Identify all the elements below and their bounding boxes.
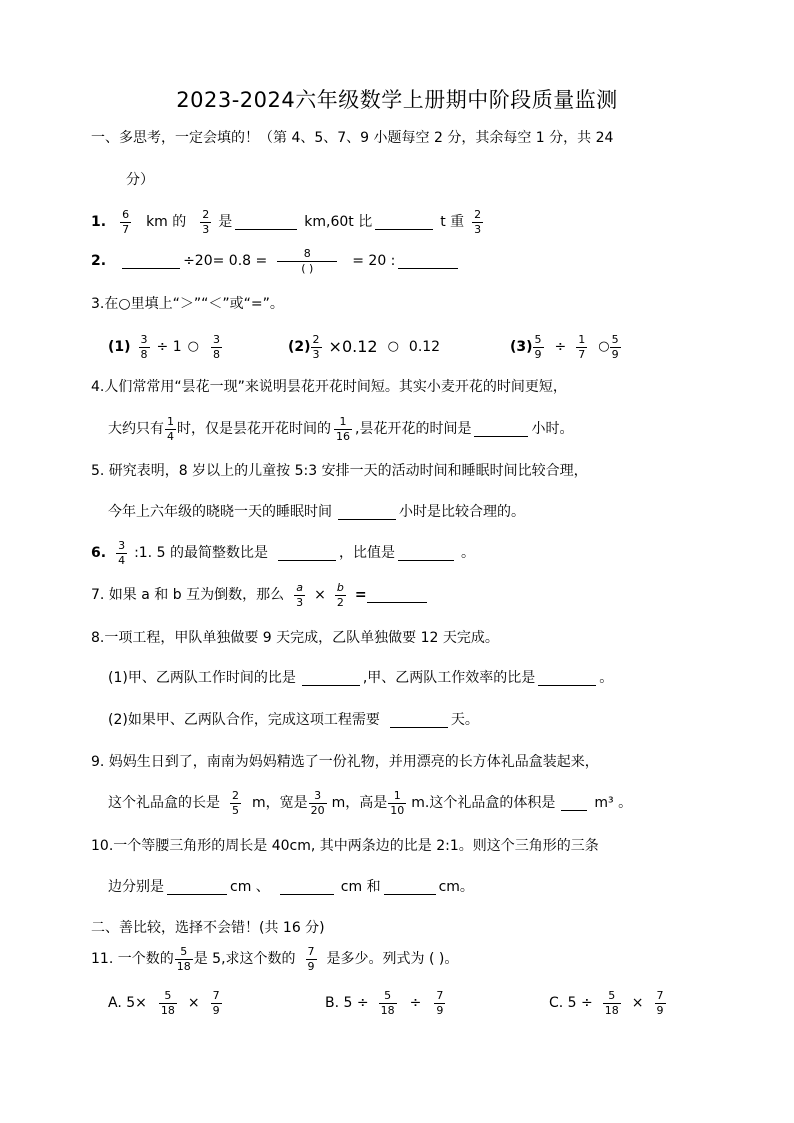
q6-fraction-3-4: $\frac{3}{4}$ — [118, 538, 126, 567]
q6-text-2: ，比值是 — [338, 545, 395, 561]
q10-blank-3[interactable] — [384, 879, 436, 895]
question-4-line-1 — [91, 377, 567, 397]
q8-stem: 8.一项工程，甲队单独做要 9 天完成，乙队单独做要 12 天完成。 — [91, 630, 499, 646]
q5-blank[interactable] — [338, 504, 396, 520]
question-10-line-2 — [108, 877, 474, 897]
section1-heading-line2: 分） — [126, 172, 154, 188]
q3-p3-circle[interactable]: ○ — [598, 339, 610, 354]
q2-blank-1[interactable] — [122, 253, 180, 269]
question-8-part-1 — [108, 668, 613, 688]
question-11 — [91, 940, 458, 978]
q1-fraction-2-3: $\frac{2}{3}$ — [202, 207, 210, 236]
q4-blank[interactable] — [474, 421, 528, 437]
q11-option-c[interactable] — [549, 984, 669, 1022]
q3-p2-label: (2) — [288, 339, 311, 355]
q3-p3-fraction-c: $\frac{5}{9}$ — [611, 332, 619, 361]
q11-option-a[interactable] — [108, 984, 225, 1022]
q9-text-1: 这个礼品盒的长是 — [108, 795, 220, 811]
q4-fraction-1-4: $\frac{1}{4}$ — [167, 414, 174, 443]
q6-blank-2[interactable] — [398, 545, 454, 561]
question-3-stem — [91, 294, 284, 314]
q11-fraction-7-9: $\frac{7}{9}$ — [307, 944, 315, 973]
q8-p2-text-1: (2)如果甲、乙两队合作，完成这项工程需要 — [108, 712, 380, 728]
q6-text-3: 。 — [460, 545, 475, 561]
q4-text-3: ,昙花开花的时间是 — [355, 421, 472, 437]
question-3-part-3 — [510, 328, 624, 366]
section1-heading-cont — [126, 170, 154, 190]
q11-text-2: 是 5,求这个数的 — [193, 951, 296, 967]
q3-p2-operator: ×0.12 — [328, 337, 378, 356]
page-title: 2023-2024六年级数学上册期中阶段质量监测 — [176, 88, 618, 112]
q8-p1-blank-1[interactable] — [302, 670, 360, 686]
q8-p1-text-1: (1)甲、乙两队工作时间的比是 — [108, 670, 296, 686]
q8-p1-blank-2[interactable] — [538, 670, 596, 686]
question-8-stem — [91, 628, 499, 648]
q10-text-2: cm 、 — [230, 879, 270, 895]
section2-heading — [91, 918, 325, 938]
q10-blank-2[interactable] — [280, 879, 334, 895]
question-8-part-2 — [108, 710, 479, 730]
q11-text-3: 是多少。列式为 ( )。 — [326, 951, 459, 967]
q9-fraction-length: $\frac{2}{5}$ — [232, 788, 239, 817]
q3-p2-right: 0.12 — [408, 339, 441, 355]
q3-p3-label: (3) — [510, 339, 533, 355]
q3-p2-fraction: $\frac{2}{3}$ — [312, 332, 320, 361]
q3-p2-circle[interactable]: ○ — [387, 339, 399, 354]
q3-p3-fraction-a: $\frac{5}{9}$ — [534, 332, 542, 361]
section2-heading-text: 二、善比较，选择不会错！(共 16 分) — [91, 920, 325, 936]
section1-heading — [91, 128, 613, 148]
q9-text-5: m³ 。 — [594, 795, 633, 811]
q3-p1-circle[interactable]: ○ — [187, 339, 199, 354]
q8-p1-text-3: 。 — [599, 670, 614, 686]
q4-text-2: 时，仅是昙花开花时间的 — [177, 421, 331, 437]
q1-fraction-6-7: $\frac{6}{7}$ — [122, 207, 130, 236]
q2-blank-2[interactable] — [398, 253, 458, 269]
q7-equals: = — [354, 587, 367, 603]
q8-p2-blank[interactable] — [390, 712, 448, 728]
section1-heading-line1: 一、多思考，一定会填的！（第 4、5、7、9 小题每空 2 分，其余每空 1 分，共 24 — [91, 130, 614, 146]
q9-text-2: m，宽是 — [252, 795, 308, 811]
q1-blank-1[interactable] — [235, 214, 297, 230]
q3-stem: 3.在○里填上“＞”“＜”或“=”。 — [91, 296, 284, 312]
q7-blank[interactable] — [367, 587, 427, 603]
q10-text-3: cm 和 — [340, 879, 381, 895]
q2-number: 2. — [91, 253, 107, 269]
q1-text-2: 是 — [218, 214, 233, 230]
q1-text-3: km,60t 比 — [304, 214, 373, 230]
q11-a-fraction-1: $\frac{5}{18}$ — [160, 988, 175, 1017]
question-3-part-2 — [288, 328, 440, 366]
q11-c-fraction-1: $\frac{5}{18}$ — [604, 988, 619, 1017]
question-4-line-2 — [108, 410, 573, 448]
q1-fraction-2-3-b: $\frac{2}{3}$ — [474, 207, 482, 236]
question-5-line-1 — [91, 461, 588, 481]
q2-text-2: = 20 : — [352, 253, 396, 269]
q11-b-fraction-1: $\frac{5}{18}$ — [380, 988, 395, 1017]
q6-text-1: :1. 5 的最简整数比是 — [134, 545, 268, 561]
q11-a-label: A. 5× — [108, 995, 147, 1011]
q1-text-4: t 重 — [440, 214, 465, 230]
q11-option-b[interactable] — [325, 984, 448, 1022]
q2-fraction-8-blank: $\frac{8}{( )}$ — [277, 247, 337, 276]
q1-blank-2[interactable] — [375, 214, 433, 230]
q2-text-1: ÷20= 0.8 = — [183, 253, 268, 269]
q9-text-4: m.这个礼品盒的体积是 — [411, 795, 556, 811]
q6-number: 6. — [91, 545, 107, 561]
q1-text-1: km 的 — [146, 214, 187, 230]
q7-operator: × — [314, 587, 326, 603]
q9-fraction-width: $\frac{3}{20}$ — [310, 788, 325, 817]
q11-c-label: C. 5 ÷ — [549, 995, 593, 1011]
question-6 — [91, 534, 475, 572]
question-10-line-1 — [91, 836, 599, 856]
q7-fraction-b-2: $\frac{b}{2}$ — [336, 580, 344, 609]
q4-line1: 4.人们常常用“昙花一现”来说明昙花开花时间短。其实小麦开花的时间更短， — [91, 379, 567, 395]
q4-text-4: 小时。 — [531, 421, 574, 437]
q3-p1-operator: ÷ 1 — [156, 339, 182, 355]
q3-p1-fraction-a: $\frac{3}{8}$ — [140, 332, 148, 361]
question-5-line-2 — [108, 502, 525, 522]
q11-b-fraction-2: $\frac{7}{9}$ — [436, 988, 444, 1017]
q5-text-1: 今年上六年级的晓晓一天的睡眠时间 — [108, 504, 332, 520]
q4-fraction-1-16: $\frac{1}{16}$ — [336, 414, 350, 443]
q3-p3-fraction-b: $\frac{1}{7}$ — [578, 332, 586, 361]
q9-fraction-height: $\frac{1}{10}$ — [390, 788, 405, 817]
question-2 — [91, 243, 461, 279]
q11-c-fraction-2: $\frac{7}{9}$ — [656, 988, 664, 1017]
question-3-part-1 — [108, 328, 225, 366]
question-1 — [91, 203, 486, 241]
q11-a-fraction-2: $\frac{7}{9}$ — [212, 988, 220, 1017]
q11-c-operator: × — [631, 995, 644, 1011]
q11-b-operator: ÷ — [409, 995, 422, 1011]
q5-text-2: 小时是比较合理的。 — [399, 504, 525, 520]
q7-fraction-a-3: $\frac{a}{3}$ — [296, 580, 304, 609]
q1-number: 1. — [91, 214, 107, 230]
q10-line1: 10.一个等腰三角形的周长是 40cm, 其中两条边的比是 2:1。则这个三角形的三条 — [91, 838, 599, 854]
q3-p1-fraction-b: $\frac{3}{8}$ — [212, 332, 220, 361]
q3-p3-operator: ÷ — [554, 339, 567, 355]
q9-text-3: m，高是 — [331, 795, 388, 811]
q9-blank[interactable] — [561, 795, 587, 811]
question-9-line-1 — [91, 752, 599, 772]
q10-text-4: cm。 — [438, 879, 474, 895]
q11-a-operator: × — [187, 995, 200, 1011]
question-9-line-2 — [108, 784, 632, 822]
q9-line1: 9. 妈妈生日到了，南南为妈妈精选了一份礼物，并用漂亮的长方体礼品盒装起来， — [91, 754, 599, 770]
q8-p1-text-2: ,甲、乙两队工作效率的比是 — [362, 670, 536, 686]
q8-p2-text-2: 天。 — [450, 712, 479, 728]
q5-line1: 5. 研究表明，8 岁以上的儿童按 5:3 安排一天的活动时间和睡眠时间比较合理， — [91, 463, 588, 479]
q4-text-1: 大约只有 — [108, 421, 164, 437]
q11-text-1: 11. 一个数的 — [91, 951, 174, 967]
q7-text: 7. 如果 a 和 b 互为倒数，那么 — [91, 587, 285, 603]
q3-p1-label: (1) — [108, 339, 131, 355]
q11-fraction-5-18: $\frac{5}{18}$ — [176, 944, 191, 973]
q6-blank-1[interactable] — [278, 545, 336, 561]
q10-text-1: 边分别是 — [108, 879, 164, 895]
q10-blank-1[interactable] — [167, 879, 227, 895]
q11-b-label: B. 5 ÷ — [325, 995, 369, 1011]
question-7 — [91, 576, 430, 614]
